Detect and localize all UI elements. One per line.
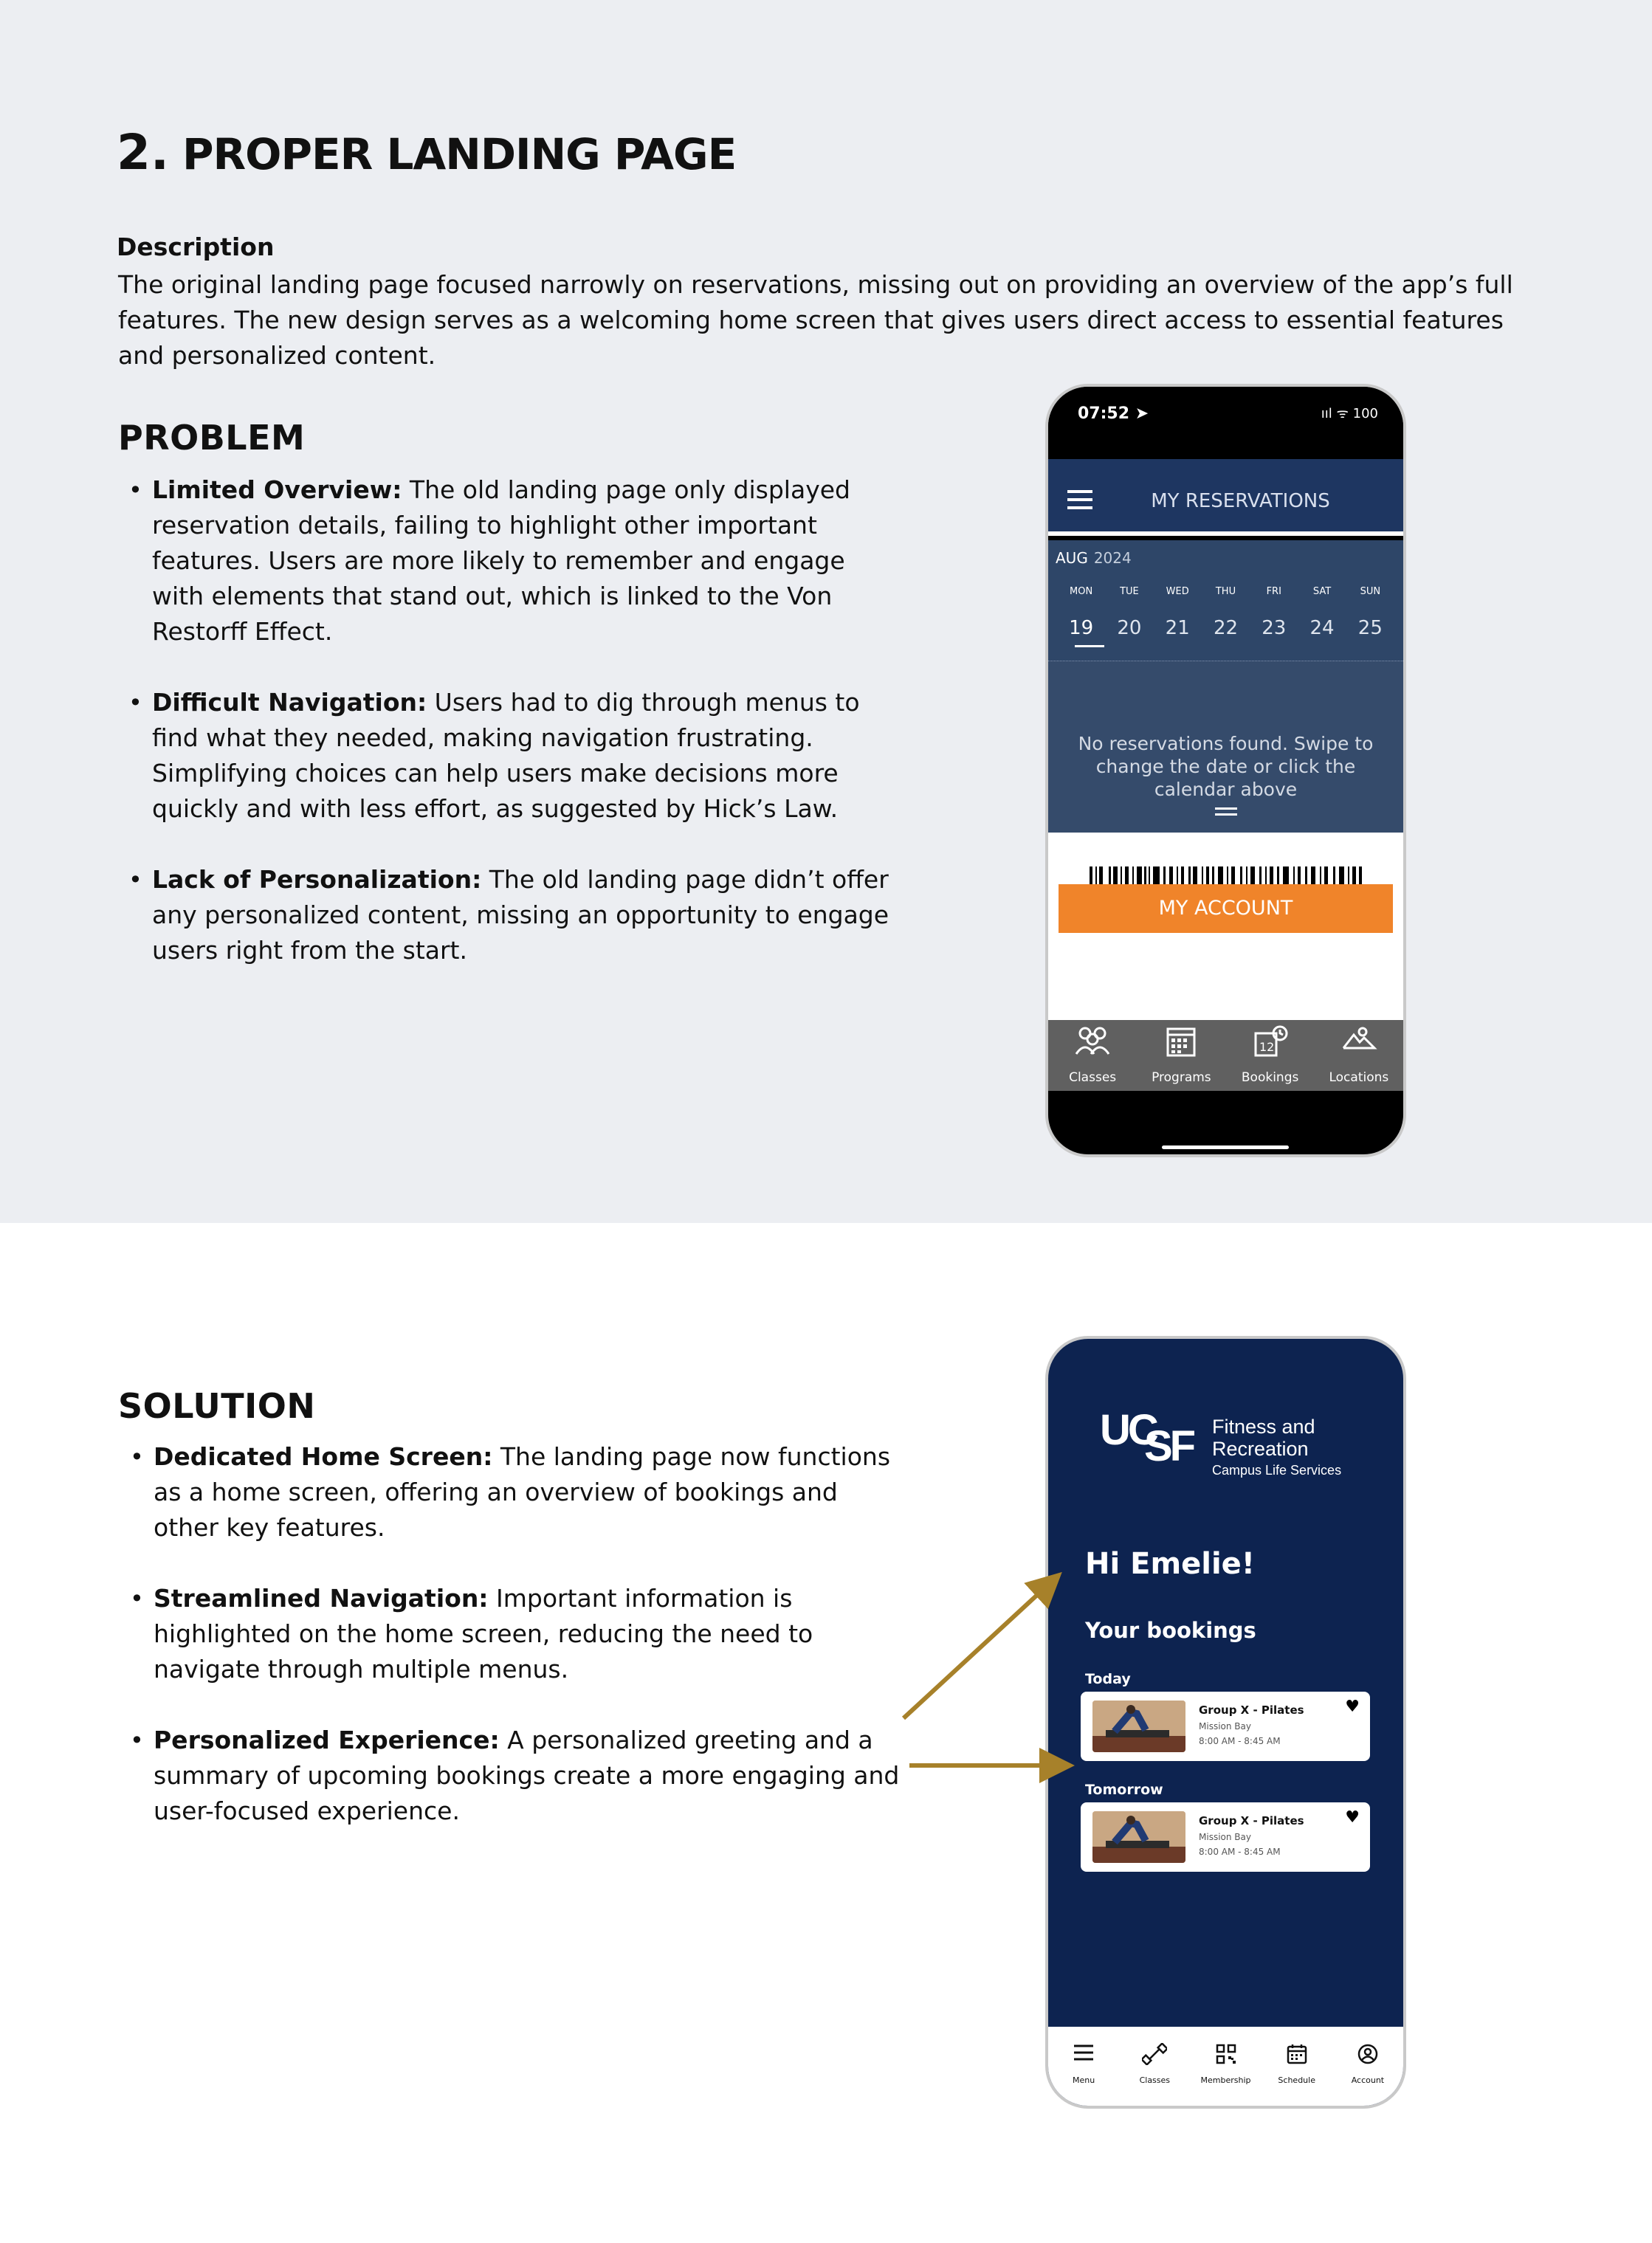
reservations-header xyxy=(1048,459,1403,536)
description-label: Description xyxy=(117,232,275,261)
calendar-date[interactable]: 23 xyxy=(1262,617,1287,639)
problem-list xyxy=(118,472,901,1004)
status-time: 07:52 ➤ xyxy=(1078,404,1149,423)
calendar-date[interactable]: 21 xyxy=(1165,617,1190,639)
calendar-date[interactable]: 25 xyxy=(1357,617,1383,639)
dumbbell-icon xyxy=(1142,2043,1167,2065)
heart-icon[interactable]: ♥ xyxy=(1345,1698,1360,1716)
list-item: • Difficult Navigation: Users had to dig through menus to find what they needed, making navigation frustrating. Simplifying choices can help users make decisions more quickly and with less effort, as suggested by Hick’s Law. xyxy=(118,685,901,827)
new-app-phone-mockup: UC SF Fitness and Recreation Campus Life Services Hi Emelie! Your bookings Today Group X - Pilates Mission Bay 8:00 AM - 8:45 AM ♥ Tomorrow Group X - Pilates Mission Bay 8:00 AM - 8:45 AM ♥ Menu Classes Membership Schedule Account xyxy=(1045,1336,1406,2109)
class-name: Group X - Pilates xyxy=(1199,1814,1304,1827)
problem-heading: PROBLEM xyxy=(118,418,306,458)
weekday-label: SAT xyxy=(1312,586,1332,597)
home-indicator xyxy=(1162,1145,1289,1149)
status-bar xyxy=(1048,387,1403,459)
list-item: • Streamlined Navigation: Important information is highlighted on the home screen, reducing the need to navigate through multiple menus. xyxy=(120,1581,902,1687)
date-row xyxy=(1057,617,1394,639)
greeting: Hi Emelie! xyxy=(1085,1547,1256,1581)
booking-day-label: Today xyxy=(1085,1671,1131,1687)
calendar-date[interactable]: 20 xyxy=(1117,617,1142,639)
weekday-label: SUN xyxy=(1360,586,1381,597)
calendar-icon xyxy=(1286,2043,1308,2065)
weekday-row xyxy=(1057,586,1394,597)
calendar-date-selected[interactable]: 19 xyxy=(1069,617,1094,639)
calendar-date[interactable]: 22 xyxy=(1213,617,1239,639)
map-pin-mountain-icon xyxy=(1340,1024,1377,1054)
drag-handle-icon[interactable] xyxy=(1215,807,1237,816)
header-title: MY RESERVATIONS xyxy=(1151,490,1330,512)
tab-bookings[interactable]: 12 Bookings xyxy=(1226,1020,1315,1091)
class-thumbnail xyxy=(1092,1701,1185,1752)
weekday-label: MON xyxy=(1070,586,1093,597)
nav-membership[interactable]: Membership xyxy=(1190,2027,1261,2109)
class-time: 8:00 AM - 8:45 AM xyxy=(1199,1736,1281,1746)
list-item: • Limited Overview: The old landing page only displayed reservation details, failing to highlight other important features. Users are more likely to remember and engage with elements that stand out, which is linked to the Von Restorff Effect. xyxy=(118,472,901,650)
calendar-month[interactable]: AUG 2024 xyxy=(1056,549,1132,567)
empty-reservations-panel xyxy=(1048,661,1403,833)
old-app-phone-mockup xyxy=(1045,384,1406,1157)
qr-code-icon xyxy=(1215,2043,1237,2065)
class-name: Group X - Pilates xyxy=(1199,1703,1304,1717)
list-item: • Lack of Personalization: The old landing page didn’t offer any personalized content, missing an opportunity to engage users right from the start. xyxy=(118,862,901,968)
nav-account[interactable]: Account xyxy=(1332,2027,1403,2109)
menu-icon xyxy=(1073,2043,1095,2062)
solution-list xyxy=(120,1439,902,1864)
list-item: • Personalized Experience: A personalized greeting and a summary of upcoming bookings create a more engaging and user-focused experience. xyxy=(120,1723,902,1829)
status-icons: ııl ᯤ 100 xyxy=(1321,406,1378,421)
heart-icon[interactable]: ♥ xyxy=(1345,1808,1360,1827)
page-title: 2. PROPER LANDING PAGE xyxy=(117,124,737,181)
nav-menu[interactable]: Menu xyxy=(1048,2027,1119,2109)
tab-programs[interactable]: Programs xyxy=(1137,1020,1225,1091)
class-location: Mission Bay xyxy=(1199,1721,1251,1732)
list-item: • Dedicated Home Screen: The landing page now functions as a home screen, offering an overview of bookings and other key features. xyxy=(120,1439,902,1546)
calendar-date[interactable]: 24 xyxy=(1309,617,1335,639)
weekday-label: THU xyxy=(1215,586,1236,597)
calendar-clock-icon xyxy=(1252,1024,1289,1058)
booking-day-label: Tomorrow xyxy=(1085,1782,1163,1798)
my-account-button[interactable]: MY ACCOUNT xyxy=(1059,884,1393,933)
bottom-navigation xyxy=(1048,2027,1403,2109)
tab-classes[interactable]: Classes xyxy=(1048,1020,1137,1091)
old-tab-bar xyxy=(1048,1020,1403,1091)
tab-locations[interactable]: Locations xyxy=(1315,1020,1403,1091)
group-people-icon xyxy=(1072,1024,1113,1058)
week-calendar xyxy=(1048,540,1403,661)
svg-text:12: 12 xyxy=(1259,1040,1274,1054)
weekday-label: WED xyxy=(1166,586,1189,597)
class-thumbnail xyxy=(1092,1811,1185,1863)
class-time: 8:00 AM - 8:45 AM xyxy=(1199,1847,1281,1857)
weekday-label: TUE xyxy=(1120,586,1139,597)
calendar-grid-icon xyxy=(1164,1024,1198,1058)
description-text: The original landing page focused narrowly on reservations, missing out on providing an overview of the app’s full features. The new design serves as a welcoming home screen that gives users direct access to essential features and personalized content. xyxy=(118,270,1513,370)
booking-card[interactable] xyxy=(1081,1802,1370,1872)
nav-classes[interactable]: Classes xyxy=(1119,2027,1190,2109)
selected-date-indicator xyxy=(1075,645,1104,647)
nav-schedule[interactable]: Schedule xyxy=(1262,2027,1332,2109)
weekday-label: FRI xyxy=(1266,586,1281,597)
empty-message: No reservations found. Swipe to change the date or click the calendar above xyxy=(1078,733,1374,800)
bookings-title: Your bookings xyxy=(1085,1618,1256,1643)
solution-heading: SOLUTION xyxy=(118,1386,316,1426)
class-location: Mission Bay xyxy=(1199,1832,1251,1842)
booking-card[interactable] xyxy=(1081,1692,1370,1761)
account-icon xyxy=(1357,2043,1379,2065)
